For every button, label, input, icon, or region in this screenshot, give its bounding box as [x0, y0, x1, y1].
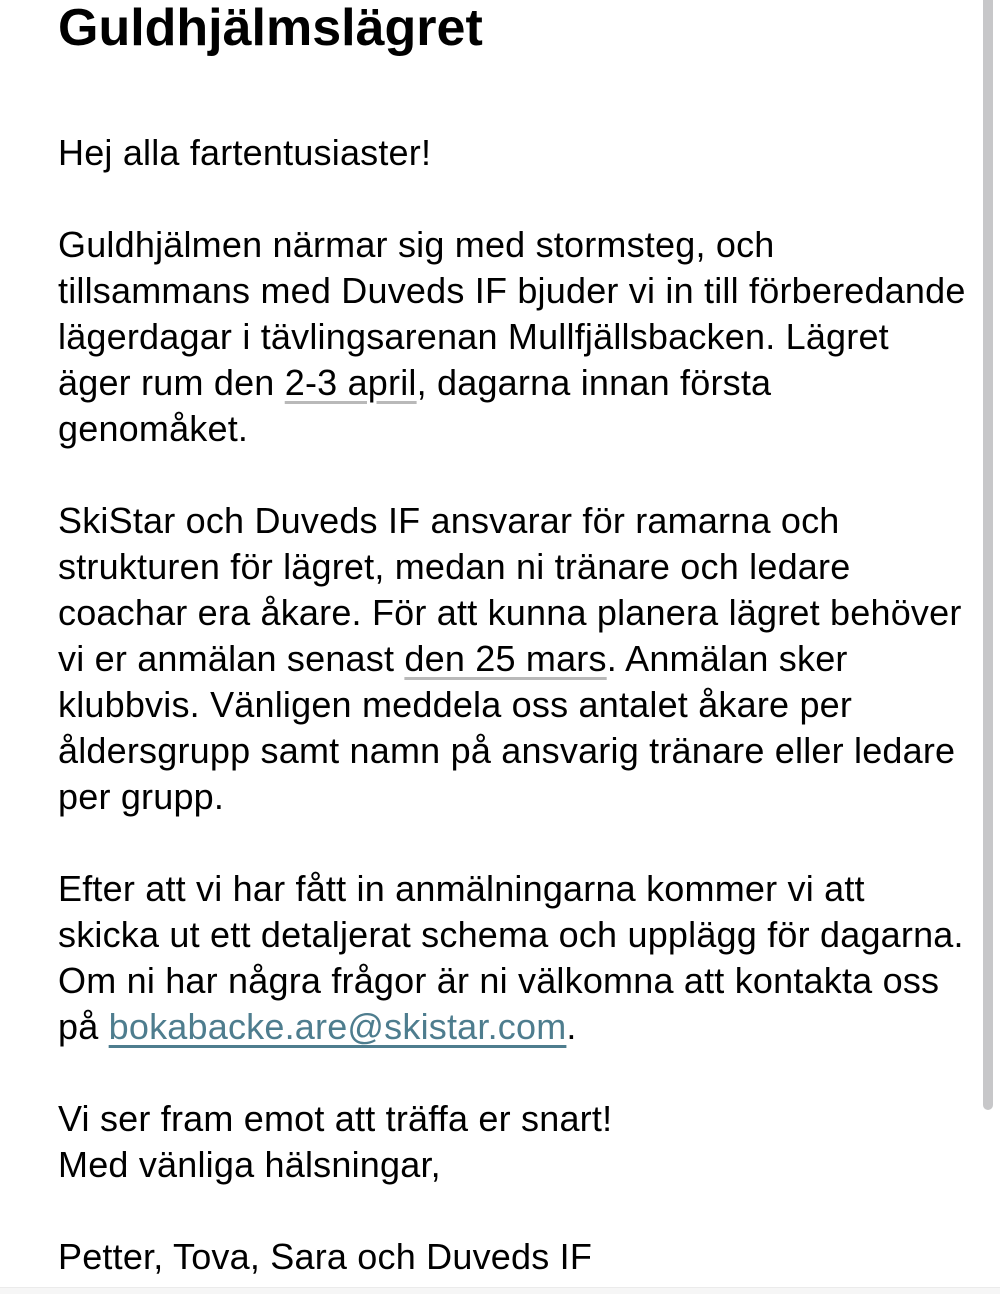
- text-segment: coachar era åkare. För att kunna planera lägret behöver: [58, 592, 962, 633]
- text-line: [58, 774, 960, 820]
- paragraph: [58, 866, 964, 1050]
- text-line: [58, 866, 960, 912]
- text-line: [58, 130, 960, 176]
- date-detector-link[interactable]: den 25 mars: [404, 638, 607, 679]
- text-segment: lägerdagar i tävlingsarenan Mullfjällsbacken. Lägret: [58, 316, 889, 357]
- message-body: [58, 130, 966, 1280]
- text-segment: Petter, Tova, Sara och Duveds IF: [58, 1236, 593, 1277]
- text-segment: per grupp.: [58, 776, 225, 817]
- text-segment: Om ni har några frågor är ni välkomna att kontakta oss: [58, 960, 940, 1001]
- text-line: [58, 1142, 960, 1188]
- text-segment: tillsammans med Duveds IF bjuder vi in till förberedande: [58, 270, 966, 311]
- content-bottom-divider: [0, 1287, 1000, 1294]
- paragraph: [58, 1096, 960, 1188]
- text-segment: åldersgrupp samt namn på ansvarig tränare eller ledare: [58, 730, 956, 771]
- text-line: [58, 268, 966, 314]
- text-segment: SkiStar och Duveds IF ansvarar för ramarna och: [58, 500, 840, 541]
- email-link[interactable]: bokabacke.are@skistar.com: [108, 1006, 567, 1047]
- paragraph: [58, 498, 960, 820]
- text-line: [58, 360, 960, 406]
- text-line: [58, 498, 960, 544]
- text-segment: , dagarna innan första: [416, 362, 772, 403]
- text-line: [58, 590, 960, 636]
- text-segment: Hej alla fartentusiaster!: [58, 132, 432, 173]
- paragraph: [58, 130, 960, 176]
- paragraph: [58, 1234, 960, 1280]
- text-segment: på: [58, 1006, 109, 1047]
- text-line: [58, 544, 960, 590]
- text-line: [58, 728, 960, 774]
- message-title: Guldhjälmslägret: [58, 0, 483, 57]
- text-line: [58, 1234, 960, 1280]
- text-segment: Vi ser fram emot att träffa er snart!: [58, 1098, 613, 1139]
- text-line: [58, 682, 960, 728]
- text-line: [58, 958, 960, 1004]
- text-line: [58, 1004, 960, 1050]
- text-line: [58, 636, 960, 682]
- text-segment: Efter att vi har fått in anmälningarna kommer vi att: [58, 868, 865, 909]
- text-segment: genomåket.: [58, 408, 249, 449]
- text-segment: vi er anmälan senast: [58, 638, 405, 679]
- text-segment: strukturen för lägret, medan ni tränare och ledare: [58, 546, 851, 587]
- text-line: [58, 314, 960, 360]
- text-segment: klubbvis. Vänligen meddela oss antalet åkare per: [58, 684, 853, 725]
- paragraph: [58, 222, 966, 452]
- text-segment: Guldhjälmen närmar sig med stormsteg, och: [58, 224, 775, 265]
- date-detector-link[interactable]: 2-3 april: [284, 362, 417, 403]
- text-line: [58, 912, 964, 958]
- text-segment: skicka ut ett detaljerat schema och upplägg för dagarna.: [58, 914, 964, 955]
- scrollbar-thumb[interactable]: [983, 0, 993, 1110]
- text-line: [58, 1096, 960, 1142]
- text-line: [58, 222, 960, 268]
- text-segment: .: [566, 1006, 577, 1047]
- text-segment: äger rum den: [58, 362, 285, 403]
- text-segment: . Anmälan sker: [606, 638, 848, 679]
- text-segment: Med vänliga hälsningar,: [58, 1144, 441, 1185]
- text-line: [58, 406, 960, 452]
